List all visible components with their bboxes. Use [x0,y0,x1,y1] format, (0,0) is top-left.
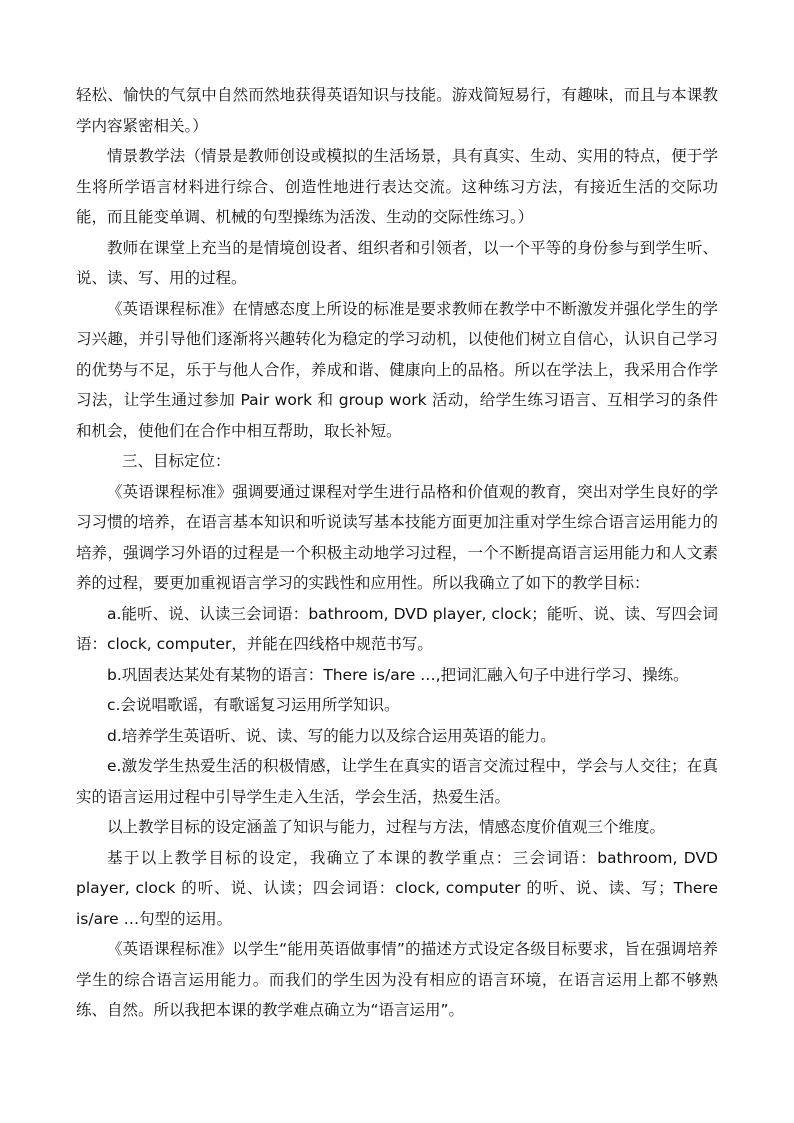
objective-item-d: d.培养学生英语听、说、读、写的能力以及综合运用英语的能力。 [107,726,556,745]
objective-item-a: a.能听、说、认读三会词语：bathroom, DVD player, clock；能听、说、读、写四会词语：clock, computer，并能在四线格中规范书写。 [76,604,718,653]
section-heading-goal-positioning: 三、目标定位： [122,452,231,470]
paragraph-curriculum-emotion: 《英语课程标准》在情感态度上所设的标准是要求教师在教学中不断激发并强化学生的学习兴趣，并引导他们逐渐将兴趣转化为稳定的学习动机，以使他们树立自信心，认识自己学习的优势与不足，乐于与他人合作，养成和谐、健康向上的品格。所以在学法上，我采用合作学习法，让学生通过参加 Pair work 和 group work 活动，给学生练习语言、互相学习的条件和机会，使他们在合作中相互帮助，取长补短。 [76,299,718,440]
paragraph-teacher-role: 教师在课堂上充当的是情境创设者、组织者和引领者，以一个平等的身份参与到学生听、说、读、写、用的过程。 [76,238,718,287]
objective-item-e: e.激发学生热爱生活的积极情感，让学生在真实的语言交流过程中，学会与人交往；在真实的语言运用过程中引导学生走入生活，学会生活，热爱生活。 [76,757,718,806]
paragraph-teaching-difficulty: 《英语课程标准》以学生“能用英语做事情”的描述方式设定各级目标要求，旨在强调培养学生的综合语言运用能力。而我们的学生因为没有相应的语言环境，在语言运用上都不够熟练、自然。所以我把本课的教学难点确立为“语言运用”。 [76,940,718,1019]
paragraph-teaching-focus: 基于以上教学目标的设定，我确立了本课的教学重点：三会词语：bathroom, DVD player, clock 的听、说、认读；四会词语：clock, computer 的听、说、读、写；There is/are …句型的运用。 [76,848,718,928]
paragraph-game-method-continuation: 轻松、愉快的气氛中自然而然地获得英语知识与技能。游戏简短易行，有趣味，而且与本课教学内容紧密相关。） [76,86,718,135]
paragraph-curriculum-values: 《英语课程标准》强调要通过课程对学生进行品格和价值观的教育，突出对学生良好的学习习惯的培养，在语言基本知识和听说读写基本技能方面更加注重对学生综合语言运用能力的培养，强调学习外语的过程是一个积极主动地学习过程，一个不断提高语言运用能力和人文素养的过程，要更加重视语言学习的实践性和应用性。所以我确立了如下的教学目标： [76,482,718,592]
objective-item-c: c.会说唱歌谣，有歌谣复习运用所学知识。 [107,696,400,714]
paragraph-objectives-summary: 以上教学目标的设定涵盖了知识与能力，过程与方法，情感态度价值观三个维度。 [107,818,666,836]
objective-item-b: b.巩固表达某处有某物的语言：There is/are …,把词汇融入句子中进行学习、操练。 [107,665,689,684]
document-body [76,80,718,1026]
paragraph-situational-teaching: 情景教学法（情景是教师创设或模拟的生活场景，具有真实、生动、实用的特点，便于学生将所学语言材料进行综合、创造性地进行表达交流。这种练习方法，有接近生活的交际功能，而且能变单调、机械的句型操练为活泼、生动的交际性练习。） [76,147,718,226]
